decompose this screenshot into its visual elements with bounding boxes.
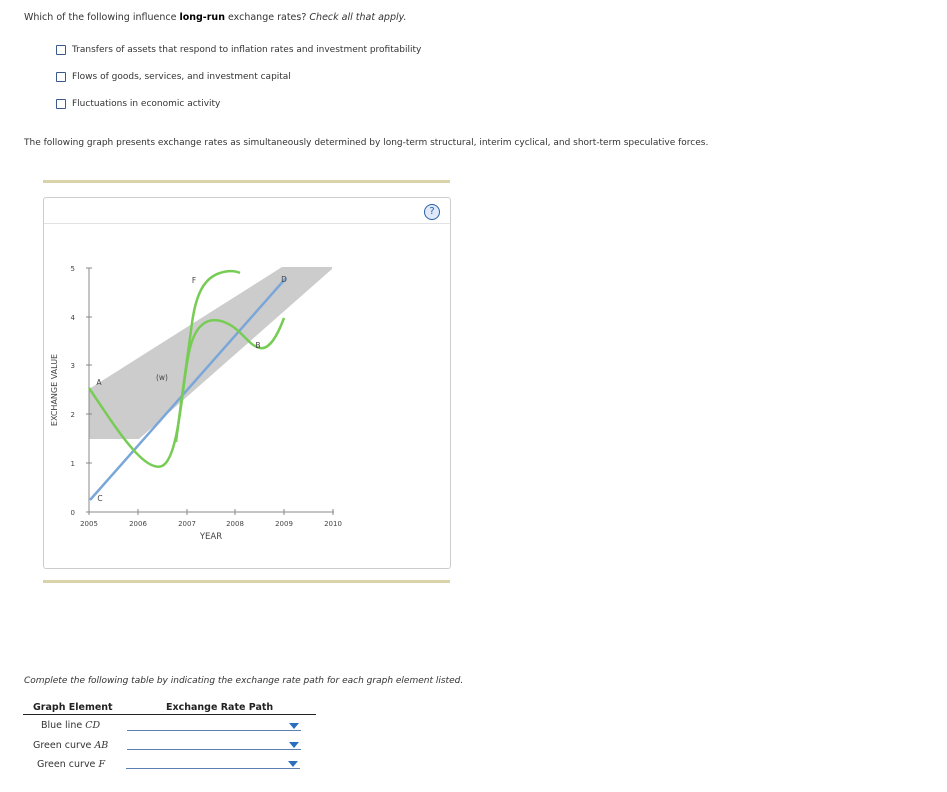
dropdown-arrow-icon <box>289 742 299 748</box>
exchange-rate-graph <box>44 198 450 568</box>
y-tick-labels <box>71 265 76 517</box>
label-c: C <box>97 494 103 503</box>
table-header-element: Graph Element <box>33 702 113 713</box>
x-axis-title: YEAR <box>199 532 223 542</box>
table-header-rule <box>23 714 316 715</box>
path-select-green-curve-ab[interactable] <box>127 739 301 750</box>
x-tick-label: 2010 <box>324 520 342 528</box>
label-d: D <box>281 275 287 284</box>
dropdown-arrow-icon <box>289 723 299 729</box>
y-tick-label: 1 <box>70 460 75 468</box>
row-label-blue-line: Blue line CD <box>41 720 101 731</box>
table-instruction: Complete the following table by indicating the exchange rate path for each graph element listed. <box>24 676 464 686</box>
x-tick-label: 2008 <box>226 520 244 528</box>
label-a: A <box>96 378 102 387</box>
question-text: Which of the following influence long-run exchange rates? Check all that apply. <box>24 12 407 23</box>
label-w: (w) <box>156 373 168 382</box>
path-select-green-curve-f[interactable] <box>126 758 300 769</box>
graph-panel <box>43 197 451 569</box>
option-flows-of-goods[interactable]: Flows of goods, services, and investment capital <box>56 72 291 82</box>
y-tick-label: 4 <box>70 314 75 322</box>
dropdown-arrow-icon <box>288 761 298 767</box>
row-label-green-curve-ab: Green curve AB <box>33 740 109 751</box>
speculative-band <box>89 267 332 439</box>
y-tick-label: 5 <box>70 265 75 273</box>
label-f: F <box>191 276 197 285</box>
y-tick-label: 3 <box>70 362 75 370</box>
x-tick-label: 2006 <box>129 520 147 528</box>
x-tick-label: 2007 <box>178 520 196 528</box>
y-tick-label: 2 <box>70 411 75 419</box>
checkbox[interactable] <box>56 99 66 109</box>
y-tick-label: 0 <box>70 509 75 517</box>
option-transfers-of-assets[interactable]: Transfers of assets that respond to inflation rates and investment profitability <box>56 45 421 55</box>
y-axis-title: EXCHANGE VALUE <box>50 353 59 427</box>
divider-bottom <box>43 580 450 583</box>
option-fluctuations[interactable]: Fluctuations in economic activity <box>56 99 220 109</box>
x-tick-labels <box>80 520 342 528</box>
x-tick-label: 2005 <box>80 520 98 528</box>
x-tick-label: 2009 <box>275 520 293 528</box>
table-header-path: Exchange Rate Path <box>166 702 274 713</box>
divider-top <box>43 180 450 183</box>
help-icon[interactable]: ? <box>424 204 440 220</box>
row-label-green-curve-f: Green curve F <box>37 759 106 770</box>
checkbox[interactable] <box>56 72 66 82</box>
path-select-blue-line[interactable] <box>127 720 301 731</box>
checkbox[interactable] <box>56 45 66 55</box>
label-b: B <box>255 341 261 350</box>
intro-text: The following graph presents exchange rates as simultaneously determined by long-term structural, interim cyclical, and short-term speculative forces. <box>24 138 709 148</box>
